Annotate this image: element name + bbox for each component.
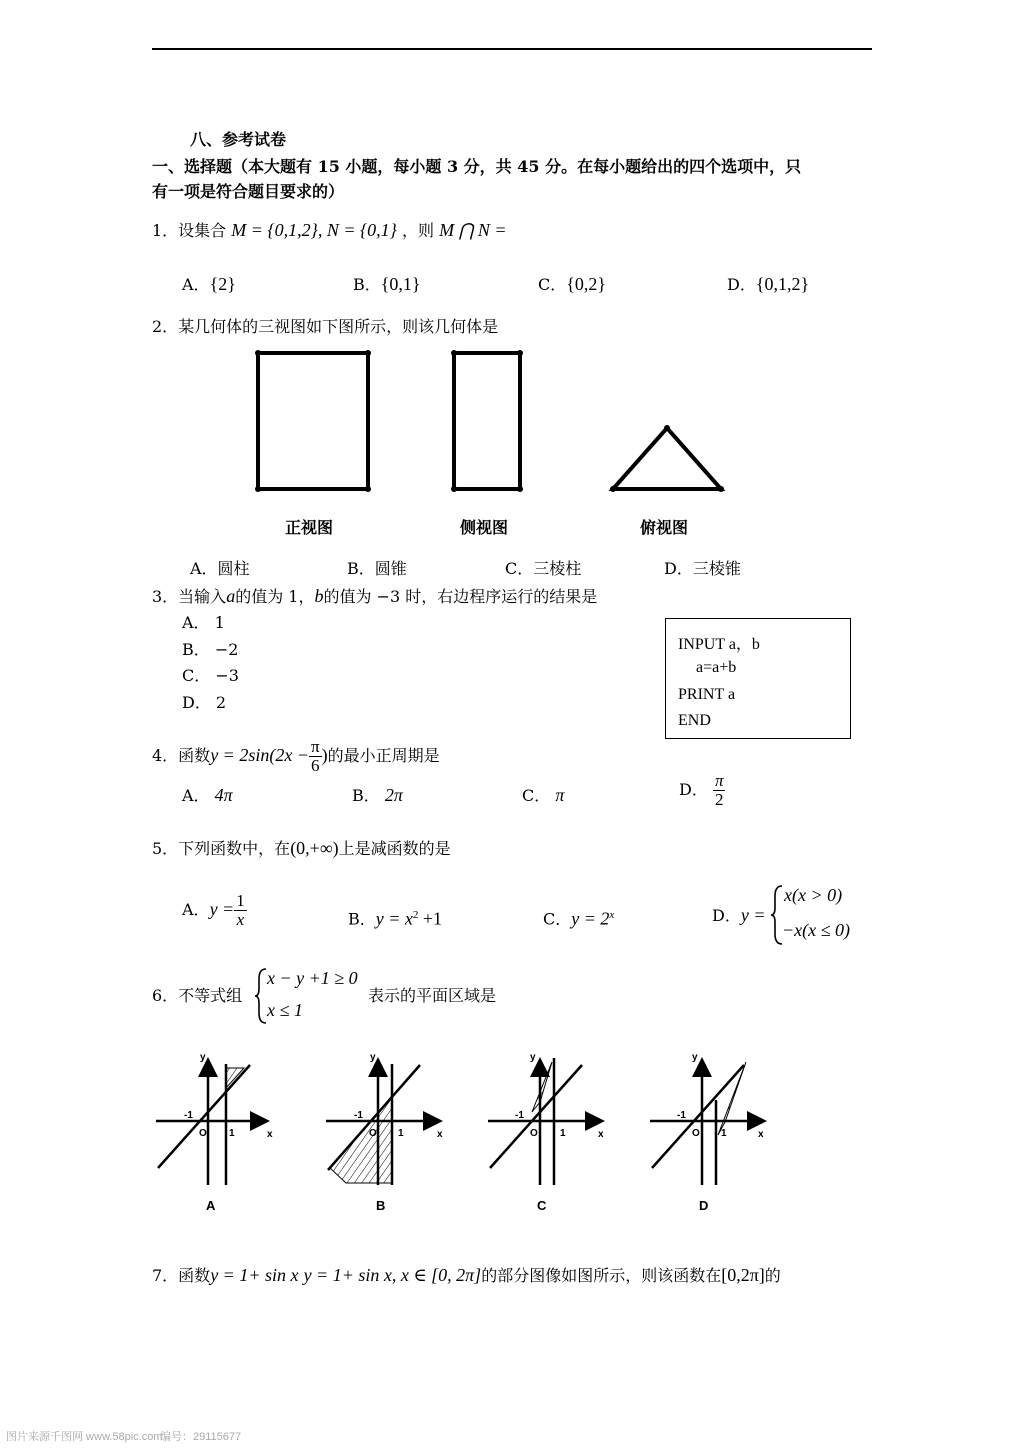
program-line-3: PRINT a (678, 686, 736, 703)
q7-stem-mid: 的部分图像如图所示，则该函数在 (481, 1266, 722, 1285)
q1-stem (152, 219, 507, 242)
q2-option-d: D．三棱锥 (664, 559, 741, 578)
graph-a-origin: O (199, 1128, 207, 1139)
program-line-1: INPUT a，b (678, 636, 760, 653)
q1-option-b (353, 273, 421, 296)
q4-fraction (309, 738, 322, 775)
q6-brace (254, 967, 268, 1025)
graph-a (156, 1052, 273, 1213)
q1-option-d-label: D． (727, 275, 756, 294)
side-view-rect (454, 353, 520, 489)
q2-option-a: A．圆柱 (190, 559, 250, 578)
q4-option-c-label: C． (522, 786, 551, 805)
graph-c-axis-x: x (598, 1129, 604, 1140)
graph-a-tick-neg1: -1 (184, 1110, 193, 1121)
graph-d-label: D (699, 1198, 709, 1213)
footer-watermark: 图片来源千图网 www.58pic.com (6, 1431, 163, 1443)
q5-stem (152, 837, 451, 860)
q4-option-d-den: 2 (714, 790, 724, 809)
q7-stem-suffix: 的 (764, 1266, 781, 1285)
side-view-label: 侧视图 (460, 518, 509, 537)
q4-option-a-value: 4π (214, 785, 233, 805)
q4-option-a (182, 784, 233, 807)
q5-option-c-sup: x (609, 909, 615, 921)
q4-option-b-value: 2π (384, 785, 403, 805)
q6-graphs (0, 1040, 1023, 1230)
q5-option-d-case1: x(x > 0) (784, 885, 843, 905)
graph-b-label: B (376, 1198, 386, 1213)
q4-option-d (679, 772, 725, 809)
graph-c-region (532, 1062, 552, 1112)
q5-option-a-num: 1 (236, 891, 245, 910)
q5-option-a-den: x (236, 910, 245, 929)
q7-stem (152, 1264, 781, 1287)
q7-expr1: y = 1+ sin x (210, 1265, 299, 1285)
q3-var-a: a (226, 586, 236, 606)
top-view-label: 俯视图 (640, 518, 689, 537)
q5-option-d-case2: −x(x ≤ 0) (782, 920, 850, 940)
q1-option-c-label: C． (538, 275, 567, 294)
q3-option-b: B． −2 (182, 640, 239, 659)
graph-d-region (718, 1062, 746, 1135)
q5-option-b-label: B． (348, 909, 376, 929)
q1-option-a (182, 273, 236, 296)
q6-stem-prefix: 6．不等式组 (152, 986, 243, 1005)
q4-stem-prefix: 4．函数 (152, 746, 211, 765)
q4-option-d-label: D． (679, 780, 708, 799)
q4-option-c (522, 784, 564, 807)
graph-c (488, 1052, 604, 1213)
q4-frac-den: 6 (311, 756, 320, 775)
q6-case2: x ≤ 1 (267, 1000, 303, 1020)
q7-expr2: y = 1+ sin x, x ∈ [0, 2π] (303, 1265, 482, 1285)
q5-option-a (182, 892, 247, 929)
q1-set-expr: M = {0,1,2}, N = {0,1} (231, 220, 397, 240)
q3-var-b: b (314, 586, 324, 606)
graph-b-tick-1: 1 (398, 1128, 404, 1139)
q4-option-a-label: A． (182, 786, 210, 805)
q1-option-a-value: {2} (209, 274, 236, 294)
graph-c-origin: O (530, 1128, 538, 1139)
q5-option-c (543, 904, 614, 930)
graph-a-axis-x: x (267, 1129, 273, 1140)
program-line-4: END (678, 712, 711, 729)
graph-c-tick-neg1: -1 (515, 1110, 524, 1121)
graph-b-tick-neg1: -1 (354, 1110, 363, 1121)
q5-stem-suffix: 上是减函数的是 (338, 839, 451, 858)
q5-option-a-label: A． (182, 900, 210, 919)
q5-interval: (0,+∞) (290, 838, 339, 858)
q4-option-d-num: π (714, 771, 724, 790)
q4-option-b (352, 784, 403, 807)
q3-option-a: A． 1 (182, 613, 225, 632)
q5-option-c-label: C． (543, 909, 572, 929)
graph-b-axis-x: x (437, 1129, 443, 1140)
q4-option-c-value: π (555, 785, 565, 805)
q4-func-right: ) (321, 745, 328, 765)
q5-option-d (712, 904, 765, 927)
q6-stem-suffix: 表示的平面区域是 (368, 986, 497, 1005)
graph-b (326, 1052, 443, 1213)
q4-option-d-frac (713, 772, 726, 809)
q7-stem-prefix: 7．函数 (152, 1266, 211, 1285)
q2-option-b: B．圆锥 (347, 559, 407, 578)
top-view-triangle (613, 428, 721, 489)
graph-a-tick-1: 1 (229, 1128, 235, 1139)
part1-heading-line1: 一、选择题（本大题有 15 小题，每小题 3 分，共 45 分。在每小题给出的四个选项中，只 (152, 157, 802, 176)
footer-id: 编号：29115677 (160, 1431, 242, 1443)
q1-option-b-label: B． (353, 275, 381, 294)
q5-option-b (348, 904, 442, 930)
q4-stem (152, 738, 440, 775)
section-title: 八、参考试卷 (190, 130, 287, 149)
q2-option-c: C．三棱柱 (505, 559, 582, 578)
q2-three-views (0, 340, 1023, 500)
q3-stem-p3: 的值为 −3 时，右边程序运行的结果是 (323, 587, 598, 606)
top-rule (152, 48, 872, 50)
q7-interval: [0,2π] (721, 1265, 765, 1285)
q1-option-c (538, 273, 606, 296)
graph-d-axis-x: x (758, 1129, 764, 1140)
graph-d-tick-neg1: -1 (677, 1110, 686, 1121)
q1-option-d (727, 273, 809, 296)
graph-b-axis-y: y (370, 1052, 376, 1063)
q5-option-c-expr: y = 2 (571, 908, 610, 929)
q4-stem-suffix: 的最小正周期是 (327, 746, 440, 765)
graph-a-label: A (206, 1198, 216, 1213)
q5-option-b-tail: +1 (418, 908, 443, 929)
q1-question-expr: M ⋂ N = (439, 220, 507, 240)
graph-c-tick-1: 1 (560, 1128, 566, 1139)
q3-option-c: C． −3 (182, 666, 239, 685)
q3-option-d: D． 2 (182, 693, 227, 712)
q3-program-box (665, 618, 851, 739)
q5-option-b-expr: y = x (375, 908, 413, 929)
graph-c-axis-y: y (530, 1052, 536, 1063)
q5-option-d-lhs: y = (740, 905, 766, 925)
q1-option-a-label: A． (182, 275, 210, 294)
q4-option-b-label: B． (352, 786, 380, 805)
q5-option-d-label: D． (712, 906, 741, 925)
q1-option-c-value: {0,2} (566, 274, 607, 294)
q2-stem: 2．某几何体的三视图如下图所示，则该几何体是 (152, 317, 499, 336)
q5-option-a-frac (234, 892, 247, 929)
q6-case1: x − y +1 ≥ 0 (267, 968, 358, 988)
graph-c-label: C (537, 1198, 547, 1213)
q3-stem-p2: 的值为 1， (235, 587, 315, 606)
graph-d-axis-y: y (692, 1052, 698, 1063)
q3-stem (152, 585, 597, 608)
program-line-2: a=a+b (696, 659, 737, 676)
graph-a-axis-y: y (200, 1052, 206, 1063)
q5-stem-prefix: 5．下列函数中，在 (152, 839, 291, 858)
q1-stem-suffix: ，则 (401, 221, 434, 240)
graph-a-region (226, 1068, 244, 1088)
q3-stem-p1: 3．当输入 (152, 587, 227, 606)
q5-option-b-sup: 2 (412, 909, 419, 921)
q1-stem-prefix: 1．设集合 (152, 221, 227, 240)
graph-b-origin: O (369, 1128, 377, 1139)
graph-d (650, 1052, 764, 1213)
front-view-rect (258, 353, 368, 489)
front-view-label: 正视图 (285, 518, 334, 537)
q1-option-b-value: {0,1} (380, 274, 421, 294)
q1-option-d-value: {0,1,2} (755, 274, 810, 294)
q5-option-a-lhs: y = (209, 899, 235, 919)
graph-d-tick-1: 1 (721, 1128, 727, 1139)
part1-heading-line2: 有一项是符合题目要求的） (152, 182, 345, 201)
q4-func-left: y = 2sin(2x − (210, 745, 309, 765)
graph-d-origin: O (692, 1128, 700, 1139)
q4-frac-num: π (310, 737, 320, 756)
